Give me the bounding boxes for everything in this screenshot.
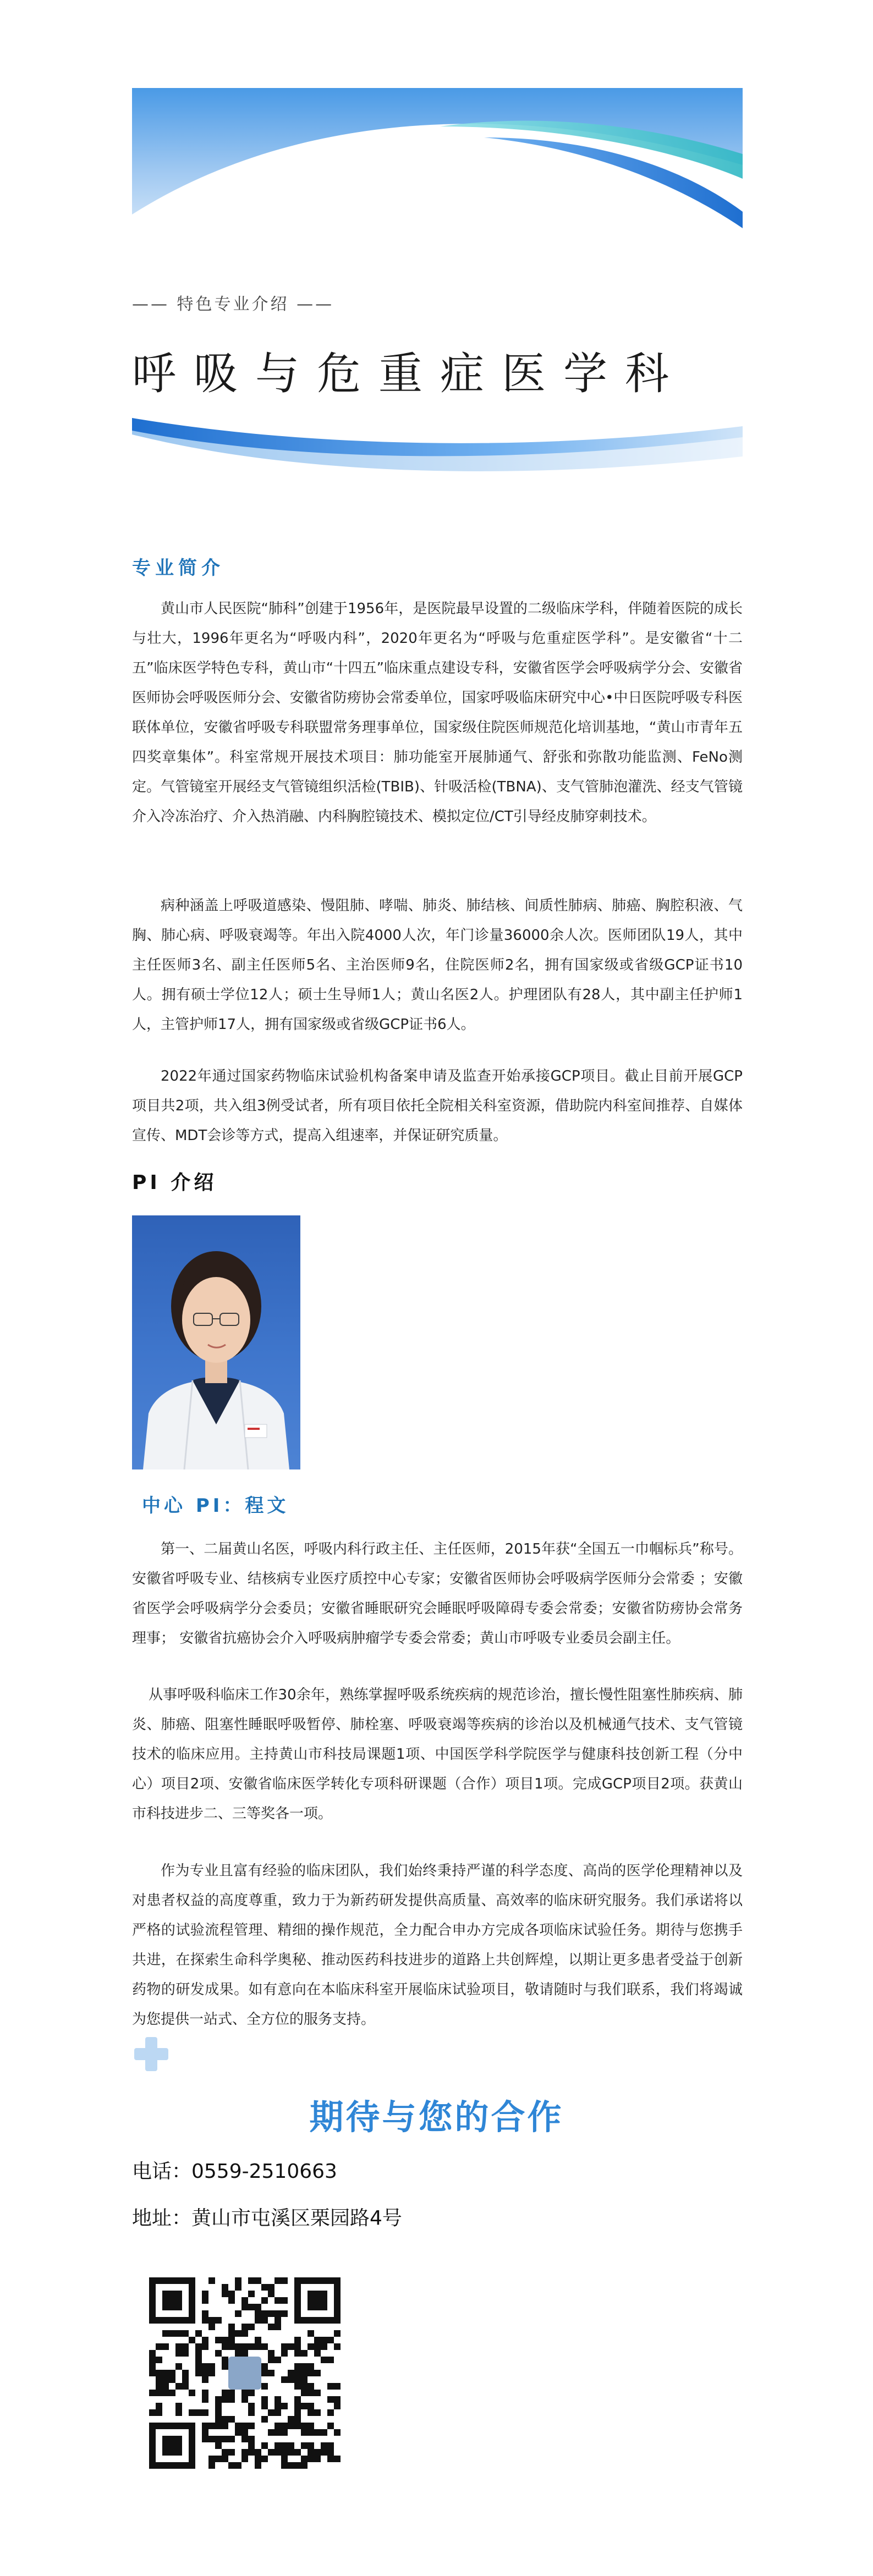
intro-paragraph-1: 黄山市人民医院“肺科”创建于1956年，是医院最早设置的二级临床学科，伴随着医院的成长与壮大，1996年更名为“呼吸内科”，2020年更名为“呼吸与危重症医学科”。是安徽省“十二五”临床医学特色专科，黄山市“十四五”临床重点建设专科，安徽省医学会呼吸病学分会、安徽省医师协会呼吸医师分会、安徽省防痨协会常委单位，国家呼吸临床研究中心•中日医院呼吸专科医联体单位，安徽省呼吸专科联盟常务理事单位，国家级住院医师规范化培训基地，“黄山市青年五四奖章集体”。科室常规开展技术项目：肺功能室开展肺通气、舒张和弥散功能监测、FeNo测定。气管镜室开展经支气管镜组织活检(TBIB)、针吸活检(TBNA)、支气管肺泡灌洗、经支气管镜介入冷冻治疗、介入热消融、内科胸腔镜技术、模拟定位/CT引导经皮肺穿刺技术。 <box>132 601 743 825</box>
contact-address: 地址：黄山市屯溪区栗园路4号 <box>132 2207 402 2230</box>
pi-paragraph-2: 从事呼吸科临床工作30余年，熟练掌握呼吸系统疾病的规范诊治，擅长慢性阻塞性肺疾病、肺炎、肺癌、阻塞性睡眠呼吸暂停、肺栓塞、呼吸衰竭等疾病的诊治以及机械通气技术、支气管镜技术的临床应用。主持黄山市科技局课题1项、中国医学科学院医学与健康科技创新工程（分中心）项目2项、安徽省临床医学转化专项科研课题（合作）项目1项。完成GCP项目2项。获黄山市科技进步二、三等奖各一项。 <box>132 1687 743 1822</box>
title-wave-graphic <box>132 410 743 487</box>
portrait-illustration <box>132 1215 300 1469</box>
qr-code <box>138 2266 352 2480</box>
page-title: 呼吸与危重症医学科 <box>132 348 687 399</box>
closing-title: 期待与您的合作 <box>309 2097 564 2137</box>
medical-cross-icon <box>132 2035 171 2073</box>
header-wave-graphic <box>132 88 743 253</box>
pi-name: 中心 PI：程文 <box>142 1495 289 1517</box>
pi-portrait-photo <box>132 1215 300 1469</box>
intro-paragraph-2: 病种涵盖上呼吸道感染、慢阻肺、哮喘、肺炎、肺结核、间质性肺病、肺癌、胸腔积液、气胸、肺心病、呼吸衰竭等。年出入院4000人次，年门诊量36000余人次。医师团队19人，其中主任医师3名、副主任医师5名、主治医师9名，住院医师2名，拥有国家级或省级GCP证书10人。拥有硕士学位12人；硕士生导师1人；黄山名医2人。护理团队有28人，其中副主任护师1人，主管护师17人，拥有国家级或省级GCP证书6人。 <box>132 898 743 1033</box>
contact-phone: 电话：0559-2510663 <box>132 2160 337 2183</box>
intro-paragraph-3: 2022年通过国家药物临床试验机构备案申请及监查开始承接GCP项目。截止目前开展GCP项目共2项，共入组3例受试者，所有项目依托全院相关科室资源，借助院内科室间推荐、自媒体宣传、MDT会诊等方式，提高入组速率，并保证研究质量。 <box>132 1068 743 1144</box>
pi-paragraph-1: 第一、二届黄山名医，呼吸内科行政主任、主任医师，2015年获“全国五一巾帼标兵”称号。安徽省呼吸专业、结核病专业医疗质控中心专家；安徽省医师协会呼吸病学医师分会常委 ；安徽省医学会呼吸病学分会委员；安徽省睡眠研究会睡眠呼吸障碍专委会常委；安徽省防痨协会常务理事； 安徽省抗癌协会介入呼吸病肿瘤学专委会常委；黄山市呼吸专业委员会副主任。 <box>132 1541 743 1647</box>
pi-heading: PI 介绍 <box>132 1171 217 1194</box>
section-subtitle: —— 特色专业介绍 —— <box>132 295 334 314</box>
intro-heading: 专业简介 <box>132 557 224 579</box>
pi-paragraph-3: 作为专业且富有经验的临床团队，我们始终秉持严谨的科学态度、高尚的医学伦理精神以及对患者权益的高度尊重，致力于为新药研发提供高质量、高效率的临床研究服务。我们承诺将以严格的试验流程管理、精细的操作规范，全力配合申办方完成各项临床试验任务。期待与您携手共进，在探索生命科学奥秘、推动医药科技进步的道路上共创辉煌，以期让更多患者受益于创新药物的研发成果。如有意向在本临床科室开展临床试验项目，敬请随时与我们联系，我们将竭诚为您提供一站式、全方位的服务支持。 <box>132 1863 743 2028</box>
